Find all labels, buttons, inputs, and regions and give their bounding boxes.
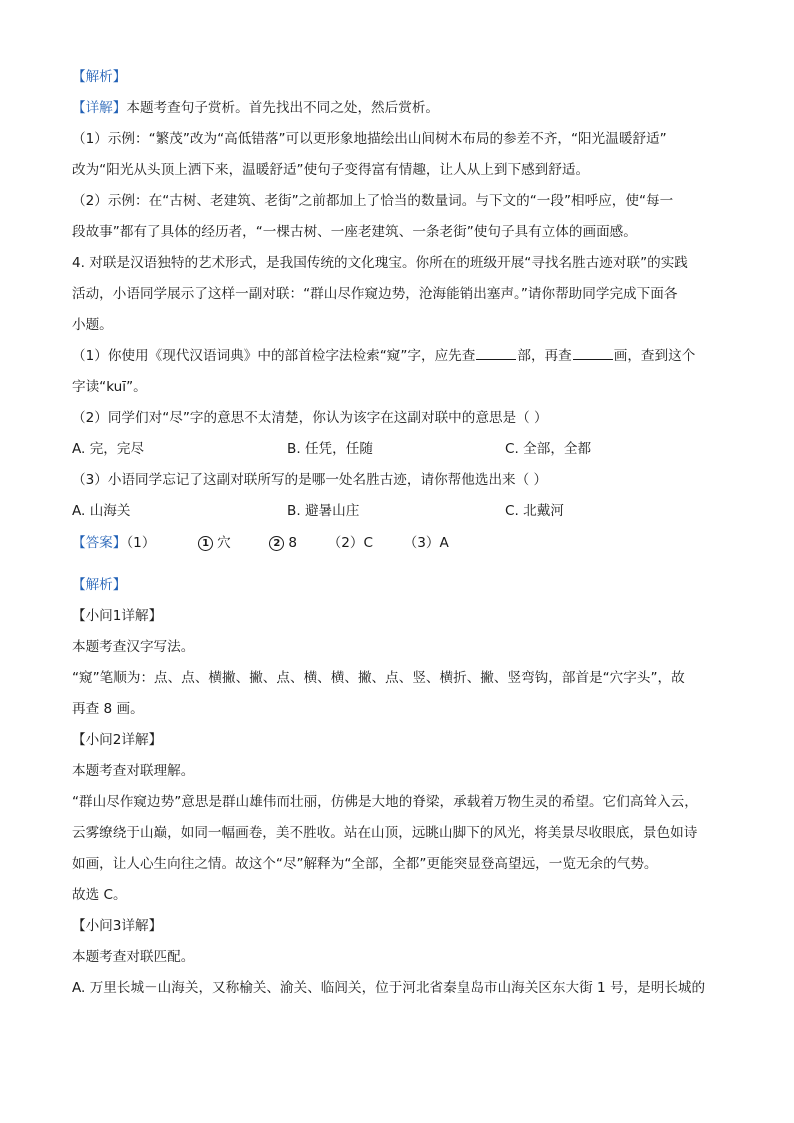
answer-part1: （1） [126,535,156,551]
option-a[interactable]: A. 完，完尽 [72,441,145,457]
detail-intro-text: 本题考查句子赏析。首先找出不同之处，然后赏析。 [126,100,440,116]
s3-body1: A. 万里长城－山海关，又称榆关、渝关、临闾关，位于河北省秦皇岛市山海关区东大街 1 号，是明长城的 [72,980,706,996]
s2-body4: 故选 C。 [72,887,127,903]
analysis-heading-2: 【解析】 [72,577,127,593]
item1-line2: 改为“阳光从头顶上洒下来，温暖舒适”使句子变得富有情趣，让人从上到下感到舒适。 [72,162,590,178]
answer-part3: （3）A [403,535,449,551]
item1-line1: （1）示例：“繁茂”改为“高低错落”可以更形象地描绘出山间树木布局的参差不齐，“阳光温暖舒适” [72,131,667,147]
question4-line1: 4. 对联是汉语独特的艺术形式，是我国传统的文化瑰宝。你所在的班级开展“寻找名胜古迹对联”的实践 [72,255,688,271]
question4-line2: 活动，小语同学展示了这样一副对联：“群山尽作窥边势，沧海能销出塞声。”请你帮助同学完成下面各 [72,286,678,302]
detail-tag: 【详解】 [72,100,127,116]
question4-line3: 小题。 [72,317,113,333]
sub1-part3: 画，查到这个 [613,348,696,364]
circled-number-2-icon: 2 [269,536,284,551]
s1-body2: 再查 8 画。 [72,701,144,717]
s2-tag: 【小问2详解】 [72,732,163,748]
s1-tag: 【小问1详解】 [72,608,163,624]
s2-body1: “群山尽作窥边势”意思是群山雄伟而壮丽，仿佛是大地的脊梁，承载着万物生灵的希望。它们高耸入云， [72,794,698,810]
s3-text: 本题考查对联匹配。 [72,949,195,965]
sub1-line1 [72,346,732,366]
answer-blank-strokes[interactable] [573,346,613,360]
answer-tag: 【答案】 [72,535,127,551]
s3-tag: 【小问3详解】 [72,918,163,934]
answer-line [72,533,732,553]
answer-part2: （2）C [327,535,373,551]
sub3-question: （3）小语同学忘记了这副对联所写的是哪一处名胜古迹，请你帮他选出来（ ） [72,472,548,488]
answer-blank-radical[interactable] [476,346,516,360]
option-b[interactable]: B. 任凭，任随 [287,441,373,457]
option-c[interactable]: C. 北戴河 [505,503,564,519]
s1-text: 本题考查汉字写法。 [72,639,195,655]
sub2-question: （2）同学们对“尽”字的意思不太清楚，你认为该字在这副对联中的意思是（ ） [72,410,548,426]
sub1-line2: 字读“kuī”。 [72,379,147,395]
item2-line1: （2）示例：在“古树、老建筑、老街”之前都加上了恰当的数量词。与下文的“一段”相呼应，使“每一 [72,193,674,209]
circled-number-1-icon: 1 [198,536,213,551]
sub1-part1: （1）你使用《现代汉语词典》中的部首检字法检索“窥”字，应先查 [72,348,476,364]
option-a[interactable]: A. 山海关 [72,503,131,519]
detail-intro [72,98,732,118]
answer-strokes: 8 [288,535,297,551]
answer-radical: 穴 [217,535,231,551]
option-b[interactable]: B. 避暑山庄 [287,503,360,519]
sub1-part2: 部，再查 [517,348,572,364]
s2-text: 本题考查对联理解。 [72,763,195,779]
option-c[interactable]: C. 全部，全都 [505,441,592,457]
s2-body2: 云雾缭绕于山巅，如同一幅画卷，美不胜收。站在山顶，远眺山脚下的风光，将美景尽收眼底，景色如诗 [72,825,698,841]
analysis-heading: 【解析】 [72,69,127,85]
item2-line2: 段故事”都有了具体的经历者，“一棵古树、一座老建筑、一条老街”使句子具有立体的画面感。 [72,224,637,240]
s2-body3: 如画，让人心生向往之情。故这个“尽”解释为“全部，全都”更能突显登高望远，一览无余的气势。 [72,856,658,872]
s1-body1: “窥”笔顺为：点、点、横撇、撇、点、横、横、撇、点、竖、横折、撇、竖弯钩，部首是“穴字头”，故 [72,670,685,686]
